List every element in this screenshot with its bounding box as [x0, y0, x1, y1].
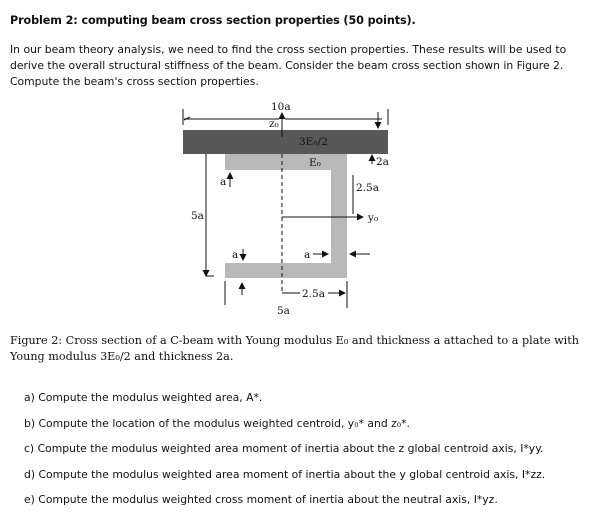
figure-caption: Figure 2: Cross section of a C-beam with Young modulus E₀ and thickness a attached to a plate with Young modulus 3E₀/2 and thickness 2a. [10, 334, 579, 363]
height-label: 5a [191, 210, 204, 222]
web [331, 170, 347, 278]
question-e: e) Compute the modulus weighted cross moment of inertia about the neutral axis, I*yz. [24, 493, 498, 506]
plate-thickness-label: 2a [376, 156, 389, 168]
question-b: b) Compute the location of the modulus weighted centroid, y₀* and z₀*. [24, 416, 410, 430]
bottom-width-label: 5a [277, 305, 290, 317]
problem-intro: In our beam theory analysis, we need to find the cross section properties. These results will be used to derive the overall structural stiffness of the beam. Consider the beam cross section shown in Figure 2. Compute the beam's cross section properties. [10, 43, 567, 88]
question-list [24, 390, 594, 518]
flange-offset-label: 2.5a [356, 182, 379, 194]
bottom-flange [225, 263, 347, 278]
z0-label: z₀ [269, 118, 279, 130]
y0-label: y₀ [368, 212, 379, 224]
problem-heading: Problem 2: computing beam cross section properties (50 points). [10, 14, 416, 27]
top-flange [225, 154, 347, 170]
web-modulus-label: E₀ [309, 157, 321, 169]
beam-cross-section-figure [160, 95, 410, 329]
top-width-label: 10a [271, 101, 291, 113]
question-c: c) Compute the modulus weighted area moment of inertia about the z global centroid axis, I*yy. [24, 442, 544, 455]
top-plate [183, 130, 388, 154]
bottom-flange-width-label: 2.5a [302, 288, 325, 300]
top-flange-thickness-label: a [220, 176, 227, 188]
bottom-flange-thickness-label: a [232, 249, 239, 261]
web-thickness-label: a [304, 249, 311, 261]
beam-drawing [160, 95, 410, 325]
question-d: d) Compute the modulus weighted area moment of inertia about the y global centroid axis, I*zz. [24, 467, 546, 481]
plate-modulus-label: 3E₀/2 [299, 136, 328, 148]
question-a: a) Compute the modulus weighted area, A*. [24, 391, 263, 404]
